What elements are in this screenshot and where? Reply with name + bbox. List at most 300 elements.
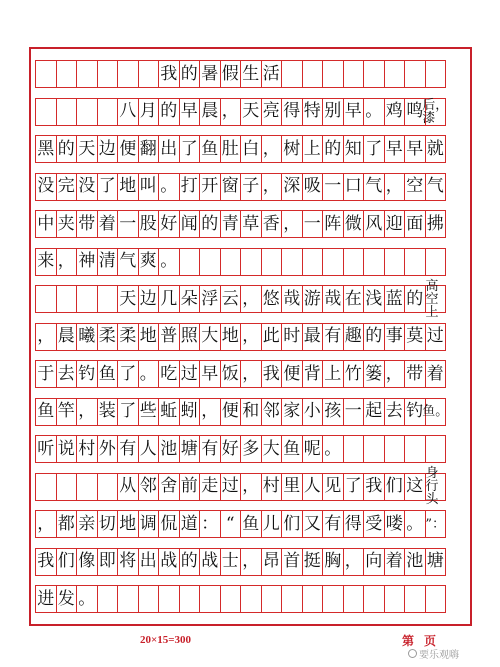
grid-row	[35, 278, 465, 320]
grid-cell: 浮	[199, 285, 221, 313]
grid-cell: 了	[179, 135, 201, 163]
grid-cell: 了	[363, 135, 385, 163]
grid-row	[35, 210, 465, 238]
grid-cell	[322, 60, 344, 88]
grid-cell: “	[220, 510, 242, 538]
grid-cell: 的	[363, 323, 385, 351]
grid-cell: 池	[158, 435, 180, 463]
grid-cell: 深	[281, 173, 303, 201]
grid-cell	[35, 473, 57, 501]
grid-cell: 的	[158, 98, 180, 126]
grid-row	[35, 585, 465, 613]
grid-cell: 人	[302, 473, 324, 501]
grid-cell: 见	[322, 473, 344, 501]
grid-cell	[322, 585, 344, 613]
grid-cell: ，	[56, 248, 78, 276]
grid-cell: 发	[56, 585, 78, 613]
grid-cell: 柔	[97, 323, 119, 351]
grid-cell: 邻	[138, 473, 160, 501]
grid-cell: 特	[302, 98, 324, 126]
grid-cell: 阵	[322, 210, 344, 238]
grid-cell: 早	[404, 135, 426, 163]
grid-cell: 窗	[220, 173, 242, 201]
grid-cell: 们	[384, 473, 406, 501]
grid-cell: 就	[425, 135, 447, 163]
grid-cell: 侃	[158, 510, 180, 538]
grid-cell: 的	[404, 285, 426, 313]
grid-cell	[240, 248, 262, 276]
grid-cell: ，	[35, 323, 57, 351]
grid-cell	[261, 585, 283, 613]
grid-cell: 我	[261, 360, 283, 388]
grid-cell	[97, 285, 119, 313]
grid-cell: 早	[199, 360, 221, 388]
grid-cell: 游	[302, 285, 324, 313]
grid-cell: 邻	[261, 398, 283, 426]
grid-cell: 亲	[76, 510, 98, 538]
grid-cell	[220, 248, 242, 276]
grid-cell: 鱼	[97, 360, 119, 388]
grid-cell: 于	[35, 360, 57, 388]
grid-cell: 出	[138, 548, 160, 576]
grid-cell	[97, 473, 119, 501]
grid-row	[35, 510, 465, 538]
grid-cell: 过	[425, 323, 447, 351]
grid-cell: 天	[240, 98, 262, 126]
grid-cell: ，	[261, 135, 283, 163]
grid-cell	[35, 98, 57, 126]
grid-cell: 趣	[343, 323, 365, 351]
grid-cell: 鸡	[384, 98, 406, 126]
grid-cell: 有	[322, 510, 344, 538]
grid-cell	[302, 585, 324, 613]
grid-cell: ：	[199, 510, 221, 538]
grid-row	[35, 548, 465, 576]
grid-cell: 胸	[322, 548, 344, 576]
grid-cell: 没	[76, 173, 98, 201]
grid-cell: 。	[138, 360, 160, 388]
grid-cell: 气	[425, 173, 447, 201]
grid-cell: 树	[281, 135, 303, 163]
grid-cell	[97, 60, 119, 88]
grid-cell: 鱼	[281, 435, 303, 463]
grid-cell	[404, 585, 426, 613]
grid-cell	[281, 248, 303, 276]
grid-cell: 上	[302, 135, 324, 163]
grid-cell: 去	[56, 360, 78, 388]
grid-cell	[281, 585, 303, 613]
grid-cell: 知	[343, 135, 365, 163]
grid-cell: 的	[322, 135, 344, 163]
grid-cell: 饭	[220, 360, 242, 388]
grid-cell: 早	[343, 98, 365, 126]
grid-cell: 带	[76, 210, 98, 238]
circle-logo-icon	[408, 649, 417, 658]
grid-cell: ，	[199, 398, 221, 426]
grid-cell: ，	[281, 210, 303, 238]
grid-cell: 便	[220, 398, 242, 426]
grid-cell: 地	[117, 173, 139, 201]
grid-cell: 蓝	[384, 285, 406, 313]
grid-cell: 时	[281, 323, 303, 351]
grid-cell: 地	[138, 323, 160, 351]
grid-cell: 没	[35, 173, 57, 201]
grid-cell: 悠	[261, 285, 283, 313]
grid-cell: ，	[35, 510, 57, 538]
grid-cell: 有	[322, 323, 344, 351]
grid-cell: ，	[240, 473, 262, 501]
grid-cell: 听	[35, 435, 57, 463]
grid-cell: 鱼。	[425, 398, 447, 426]
grid-cell	[179, 248, 201, 276]
grid-cell: 此	[261, 323, 283, 351]
grid-cell: 晨	[56, 323, 78, 351]
grid-cell	[138, 585, 160, 613]
grid-row	[35, 435, 465, 463]
grid-row	[35, 466, 465, 507]
grid-cell: 战	[158, 548, 180, 576]
grid-cell: 边	[138, 285, 160, 313]
grid-cell: 儿	[261, 510, 283, 538]
grid-cell: 塘	[425, 548, 447, 576]
grid-cell: 朵	[179, 285, 201, 313]
grid-cell: 晨	[199, 98, 221, 126]
grid-cell: 面	[404, 210, 426, 238]
grid-cell: 鸣	[404, 98, 426, 126]
grid-cell: 了	[117, 398, 139, 426]
grid-cell	[425, 60, 447, 88]
grid-cell	[117, 585, 139, 613]
grid-cell: 黑	[35, 135, 57, 163]
grid-cell: 着	[97, 210, 119, 238]
grid-cell: 清	[97, 248, 119, 276]
grid-cell: 过	[220, 473, 242, 501]
grid-cell: 道	[179, 510, 201, 538]
grid-cell: 战	[199, 548, 221, 576]
grid-cell	[56, 473, 78, 501]
grid-cell: 了	[97, 173, 119, 201]
grid-cell	[384, 585, 406, 613]
grid-cell: 完	[56, 173, 78, 201]
grid-cell: 拂	[425, 210, 447, 238]
grid-cell: 里	[281, 473, 303, 501]
grid-cell	[404, 435, 426, 463]
grid-cell: 有	[199, 435, 221, 463]
grid-cell: 子	[240, 173, 262, 201]
grid-cell: 这	[404, 473, 426, 501]
grid-cell: 吸	[302, 173, 324, 201]
grid-cell: 别	[322, 98, 344, 126]
grid-cell: 好	[220, 435, 242, 463]
grid-cell: 调	[138, 510, 160, 538]
grid-cell	[56, 60, 78, 88]
grid-cell: 孩	[322, 398, 344, 426]
grid-cell: 一	[322, 173, 344, 201]
grid-cell: 气	[117, 248, 139, 276]
grid-cell: ，	[240, 548, 262, 576]
grid-cell: 迎	[384, 210, 406, 238]
grid-cell: 哉	[322, 285, 344, 313]
grid-cell: 士	[220, 548, 242, 576]
grid-cell: 开	[199, 173, 221, 201]
grid-cell	[363, 435, 385, 463]
grid-cell: 莫	[404, 323, 426, 351]
grid-cell: 爽	[138, 248, 160, 276]
grid-cell: 出	[158, 135, 180, 163]
grid-cell: 的	[179, 548, 201, 576]
grid-cell: 又	[302, 510, 324, 538]
grid-cell: 青	[220, 210, 242, 238]
grid-cell: 微	[343, 210, 365, 238]
grid-cell: 都	[56, 510, 78, 538]
grid-cell: 前	[179, 473, 201, 501]
grid-cell	[404, 60, 426, 88]
grid-cell: 中	[35, 210, 57, 238]
grid-cell	[179, 585, 201, 613]
grid-cell: 口	[343, 173, 365, 201]
grid-cell: 亮	[261, 98, 283, 126]
grid-cell: 即	[97, 548, 119, 576]
grid-cell: 边	[97, 135, 119, 163]
grid-cell: 村	[76, 435, 98, 463]
grid-cell: 些	[138, 398, 160, 426]
grid-cell: 早	[384, 135, 406, 163]
grid-cell: 了	[343, 473, 365, 501]
grid-cell: ，	[384, 173, 406, 201]
grid-cell: 有	[117, 435, 139, 463]
grid-cell: 暑	[199, 60, 221, 88]
grid-cell: 香	[261, 210, 283, 238]
grid-cell: 最	[302, 323, 324, 351]
grid-cell: 竹	[343, 360, 365, 388]
grid-cell: ，	[261, 173, 283, 201]
grid-cell: 上	[322, 360, 344, 388]
grid-cell: 竿	[56, 398, 78, 426]
grid-cell: 早	[179, 98, 201, 126]
grid-cell: 月	[138, 98, 160, 126]
grid-cell	[343, 435, 365, 463]
grid-cell: 大	[261, 435, 283, 463]
grid-cell	[56, 98, 78, 126]
grid-cell: 我	[158, 60, 180, 88]
grid-cell: ，	[240, 360, 262, 388]
grid-cell: 向	[363, 548, 385, 576]
grid-cell: 地	[117, 510, 139, 538]
grid-cell	[76, 473, 98, 501]
grid-cell: 地	[220, 323, 242, 351]
grid-cell: 夹	[56, 210, 78, 238]
grid-cell: ，	[240, 323, 262, 351]
grid-row	[35, 135, 465, 163]
grid-cell: 事	[384, 323, 406, 351]
grid-cell: 曦	[76, 323, 98, 351]
grid-cell: 的	[56, 135, 78, 163]
grid-cell: 进	[35, 585, 57, 613]
grid-cell: 闻	[179, 210, 201, 238]
grid-cell: 村	[261, 473, 283, 501]
grid-cell: 带	[404, 360, 426, 388]
grid-cell: 股	[138, 210, 160, 238]
grid-cell: 挺	[302, 548, 324, 576]
grid-cell: 将	[117, 548, 139, 576]
grid-cell: ，	[220, 98, 242, 126]
grid-cell: 呢	[302, 435, 324, 463]
grid-cell	[97, 585, 119, 613]
grid-cell: ，	[240, 285, 262, 313]
grid-cell: 叫	[138, 173, 160, 201]
grid-cell	[240, 585, 262, 613]
grid-cell	[363, 248, 385, 276]
grid-cell: 吃	[158, 360, 180, 388]
grid-cell: 好	[158, 210, 180, 238]
grid-cell	[199, 585, 221, 613]
grid-cell: 喽	[384, 510, 406, 538]
grid-cell: 几	[158, 285, 180, 313]
grid-cell: 。	[363, 98, 385, 126]
grid-cell: 塘	[179, 435, 201, 463]
grid-cell: 背	[302, 360, 324, 388]
grid-cell: 钓	[404, 398, 426, 426]
grid-cell	[220, 585, 242, 613]
grid-cell: 走	[199, 473, 221, 501]
grid-cell: 照	[179, 323, 201, 351]
grid-cell: 蚯	[158, 398, 180, 426]
grid-cell	[76, 60, 98, 88]
grid-cell	[384, 435, 406, 463]
page-number-label: 第页	[402, 634, 447, 648]
grid-cell: 像	[76, 548, 98, 576]
grid-cell: 着	[425, 360, 447, 388]
grid-cell: 八	[117, 98, 139, 126]
grid-cell: ，	[76, 398, 98, 426]
grid-cell	[35, 285, 57, 313]
grid-cell: 柔	[117, 323, 139, 351]
grid-cell: 假	[220, 60, 242, 88]
grid-cell	[384, 248, 406, 276]
grid-cell: 鱼	[240, 510, 262, 538]
grid-cell	[425, 435, 447, 463]
grid-cell: 一	[117, 210, 139, 238]
grid-cell	[281, 60, 303, 88]
grid-cell: 在	[343, 285, 365, 313]
grid-cell: 天	[76, 135, 98, 163]
grid-cell	[158, 585, 180, 613]
grid-cell	[117, 60, 139, 88]
grid-cell: 身行头	[425, 473, 447, 501]
grid-cell	[97, 98, 119, 126]
grid-cell: 一	[343, 398, 365, 426]
grid-cell: 舍	[158, 473, 180, 501]
grid-cell	[138, 60, 160, 88]
grid-cell: 白	[240, 135, 262, 163]
grid-cell: 我	[35, 548, 57, 576]
watermark	[408, 646, 459, 661]
grid-cell: 。	[158, 173, 180, 201]
grid-cell: 后，漆	[422, 97, 449, 126]
grid-cell: 我	[363, 473, 385, 501]
watermark-text: 要乐观嗨	[419, 650, 459, 661]
grid-cell	[343, 60, 365, 88]
grid-cell: 打	[179, 173, 201, 201]
grid-cell	[425, 248, 447, 276]
grid-cell: 们	[56, 548, 78, 576]
grid-cell	[363, 585, 385, 613]
grid-cell: 便	[117, 135, 139, 163]
grid-cell: 着	[384, 548, 406, 576]
grid-cell: 去	[384, 398, 406, 426]
grid-cell: 得	[281, 98, 303, 126]
grid-cell	[322, 248, 344, 276]
grid-cell: 活	[261, 60, 283, 88]
grid-cell: 多	[240, 435, 262, 463]
grid-cell: 。	[158, 248, 180, 276]
grid-cell: 便	[281, 360, 303, 388]
grid-cell: 装	[97, 398, 119, 426]
grid-cell: 蚓	[179, 398, 201, 426]
grid-cell: 。	[404, 510, 426, 538]
grid-cell: 草	[240, 210, 262, 238]
grid-row	[35, 360, 465, 388]
grid-cell: 气	[363, 173, 385, 201]
grid-cell: 的	[179, 60, 201, 88]
grid-cell: 小	[302, 398, 324, 426]
grid-cell: 鱼	[35, 398, 57, 426]
grid-cell: 哉	[281, 285, 303, 313]
grid-cell	[302, 60, 324, 88]
grid-cell: 池	[404, 548, 426, 576]
grid-cell: 。	[76, 585, 98, 613]
grid-row	[35, 248, 465, 276]
grid-cell: 肚	[220, 135, 242, 163]
grid-cell: 人	[138, 435, 160, 463]
grid-cell: 大	[199, 323, 221, 351]
grid-cell	[363, 60, 385, 88]
grid-cell	[384, 60, 406, 88]
grid-cell: 一	[302, 210, 324, 238]
grid-row	[35, 173, 465, 201]
grid-cell	[35, 60, 57, 88]
grid-cell	[76, 285, 98, 313]
grid-cell: 外	[97, 435, 119, 463]
grid-cell: ，	[384, 360, 406, 388]
grid-row	[35, 323, 465, 351]
grid-cell: 起	[363, 398, 385, 426]
grid-cell: 的	[199, 210, 221, 238]
grid-cell: 和	[240, 398, 262, 426]
grid-cell: 。	[322, 435, 344, 463]
grid-cell: 普	[158, 323, 180, 351]
grid-cell: 云	[220, 285, 242, 313]
grid-cell: 过	[179, 360, 201, 388]
grid-cell	[302, 248, 324, 276]
grid-cell	[199, 248, 221, 276]
grid-cell: ，	[343, 548, 365, 576]
grid-row	[35, 98, 465, 126]
grid-cell: 首	[281, 548, 303, 576]
grid-row	[35, 398, 465, 426]
grid-cell: 受	[363, 510, 385, 538]
grid-cell: 鱼	[199, 135, 221, 163]
grid-cell	[343, 585, 365, 613]
grid-cell: 从	[117, 473, 139, 501]
grid-cell: ”：	[425, 510, 447, 538]
grid-cell	[56, 285, 78, 313]
grid-cell: 天	[117, 285, 139, 313]
grid-cell	[343, 248, 365, 276]
grid-cell: 得	[343, 510, 365, 538]
grid-cell	[76, 98, 98, 126]
grid-cell: 了	[117, 360, 139, 388]
